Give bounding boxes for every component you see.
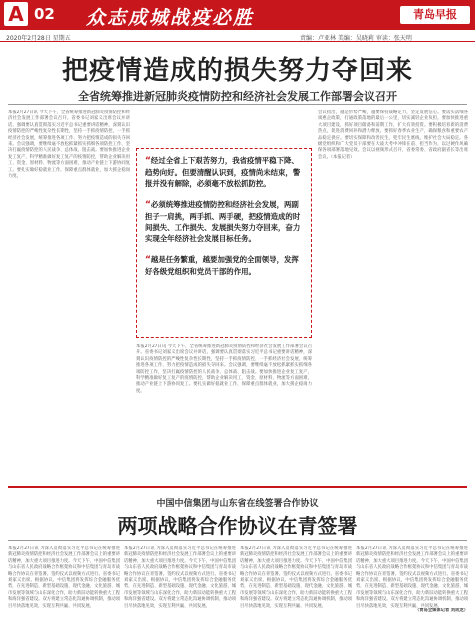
- divider: [8, 540, 467, 541]
- newspaper-logo: 青岛早报: [400, 6, 470, 24]
- pull-quote-3: “越是任务繁重，越要加强党的全面领导，发挥好各级党组织和党员干部的作用。: [145, 255, 299, 276]
- pull-quote-2: “必须统筹推进疫情防控和经济社会发展，两副担子一肩挑，两手抓、两手硬，把疫情造成的时间损失、工作损失、发展损失努力夺回来，奋力实现全年经济社会发展目标任务。: [145, 200, 301, 243]
- article-body-center: 本报2月27日讯 今天下午，全省统筹推进新冠肺炎疫情防控和经济社会发展工作部署会议召开。省委书记刘家义出席会议并讲话，强调要认真贯彻落实习近平总书记重要讲话精神，深刻认识疫情防控的严峻性复杂性长期性，坚持一手抓疫情防控、一手抓经济社会发展，统筹推进各项工作，努力把疫情造成的损失夺回来。会议强调，要继续毫不放松抓紧抓实抓细各项防控工作，坚决打赢疫情防控的人民战争、总体战、阻击战。要加快推进企业复工复产，科学精准做好复工复产的疫情防控，帮助企业解决用工、资金、原材料、物流等方面困难，推动产业链上下游协同复工。要扎实做好稳就业工作，保障重点群体就业，加大援企稳岗力度。: [136, 344, 312, 394]
- article2-body-col1: 本报2月27日讯 为深入贯彻落实习近平总书记在统筹推进新冠肺炎疫情防控和经济社会发展工作部署会议上的重要讲话精神，加大重大项目推进力度。今天下午，中国中信集团与山东省人民政府战略合作框架协议和中信集团与青岛市战略合作协议在青签署。签约仪式以视频方式进行。省委书记刘家义出席。根据协议，中信集团将发挥综合金融服务优势，在先进制造、新型基础设施、现代金融、文化旅游、城市发展等领域与山东深化合作，助力新旧动能转换重大工程和海洋强省建设。双方将建立常态化沟通协调机制，推动项目尽快落地见效，实现互利共赢、共同发展。: [8, 546, 120, 609]
- article2-headline: 两项战略合作协议在青签署: [117, 514, 358, 538]
- masthead: [0, 0, 475, 30]
- headline: 把疫情造成的损失努力夺回来: [61, 56, 413, 86]
- page-letter: A: [4, 2, 28, 26]
- section-divider: [8, 486, 467, 488]
- issue-date: 2020年2月28日 星期五: [6, 35, 71, 42]
- dateline: [0, 31, 475, 42]
- article2-kicker: 中国中信集团与山东省在线签署合作协议: [156, 499, 319, 509]
- page-number: 02: [34, 5, 55, 23]
- article-body-left: 本报2月27日讯 今天下午，全省统筹推进新冠肺炎疫情防控和经济社会发展工作部署会议召开。省委书记刘家义出席会议并讲话，强调要认真贯彻落实习近平总书记重要讲话精神，深刻认识疫情防控的严峻性复杂性长期性，坚持一手抓疫情防控、一手抓经济社会发展，统筹推进各项工作，努力把疫情造成的损失夺回来。会议强调，要继续毫不放松抓紧抓实抓细各项防控工作，坚决打赢疫情防控的人民战争、总体战、阻击战。要加快推进企业复工复产，科学精准做好复工复产的疫情防控，帮助企业解决用工、资金、原材料、物流等方面困难，推动产业链上下游协同复工。要扎实做好稳就业工作，保障重点群体就业，加大援企稳岗力度。: [8, 110, 130, 180]
- pull-quote-1: “经过全省上下艰苦努力，我省疫情平稳下降、趋势向好。但要清醒认识到，疫情尚未结束，警报并没有解除，必须毫不放松抓防控。: [145, 156, 301, 188]
- article-body-right: 会议指出，越是形势严峻，越要保持战略定力，坚定发展信心。要落实落细各项惠企政策，打通政策落地的最后一公里，切实减轻企业负担。要加快推进重大项目建设，抓好项目储备和前期工作，扩大有效投资。要积极培育新的消费热点，促进消费回补和潜力释放。要抓好春季农业生产，确保粮食和重要农产品稳定供应。要切实保障和改善民生，兜牢民生底线，维护社会大局稳定。各级党组织和广大党员干部要在大战大考中冲锋在前、担当作为，以过硬作风确保各项部署落地见效。会议以视频形式召开，省委常委、省政府副省长等出席会议。（本报记者）: [318, 110, 468, 160]
- divider: [8, 104, 467, 105]
- pull-quote-box: [136, 148, 312, 338]
- article2-body-col3: 本报2月27日讯 为深入贯彻落实习近平总书记在统筹推进新冠肺炎疫情防控和经济社会发展工作部署会议上的重要讲话精神，加大重大项目推进力度。今天下午，中国中信集团与山东省人民政府战略合作框架协议和中信集团与青岛市战略合作协议在青签署。签约仪式以视频方式进行。省委书记刘家义出席。根据协议，中信集团将发挥综合金融服务优势，在先进制造、新型基础设施、现代金融、文化旅游、城市发展等领域与山东深化合作，助力新旧动能转换重大工程和海洋强省建设。双方将建立常态化沟通协调机制，推动项目尽快落地见效，实现互利共赢、共同发展。: [240, 546, 352, 609]
- article2-credit: （青岛全媒体记者 刘成龙）: [414, 608, 468, 613]
- article2-body-col2: 本报2月27日讯 为深入贯彻落实习近平总书记在统筹推进新冠肺炎疫情防控和经济社会发展工作部署会议上的重要讲话精神，加大重大项目推进力度。今天下午，中国中信集团与山东省人民政府战略合作框架协议和中信集团与青岛市战略合作协议在青签署。签约仪式以视频方式进行。省委书记刘家义出席。根据协议，中信集团将发挥综合金融服务优势，在先进制造、新型基础设施、现代金融、文化旅游、城市发展等领域与山东深化合作，助力新旧动能转换重大工程和海洋强省建设。双方将建立常态化沟通协调机制，推动项目尽快落地见效，实现互利共赢、共同发展。: [124, 546, 236, 609]
- article2-body-col4: 本报2月27日讯 为深入贯彻落实习近平总书记在统筹推进新冠肺炎疫情防控和经济社会发展工作部署会议上的重要讲话精神，加大重大项目推进力度。今天下午，中国中信集团与山东省人民政府战略合作框架协议和中信集团与青岛市战略合作协议在青签署。签约仪式以视频方式进行。省委书记刘家义出席。根据协议，中信集团将发挥综合金融服务优势，在先进制造、新型基础设施、现代金融、文化旅游、城市发展等领域与山东深化合作，助力新旧动能转换重大工程和海洋强省建设。双方将建立常态化沟通协调机制，推动项目尽快落地见效，实现互利共赢、共同发展。: [356, 546, 468, 608]
- subheadline: 全省统筹推进新冠肺炎疫情防控和经济社会发展工作部署会议召开: [78, 90, 397, 103]
- section-title: 众志成城战疫必胜: [86, 7, 255, 29]
- editor-credits: 责编：卢亚林 美编：吴晓莉 审读：张天明: [300, 35, 412, 42]
